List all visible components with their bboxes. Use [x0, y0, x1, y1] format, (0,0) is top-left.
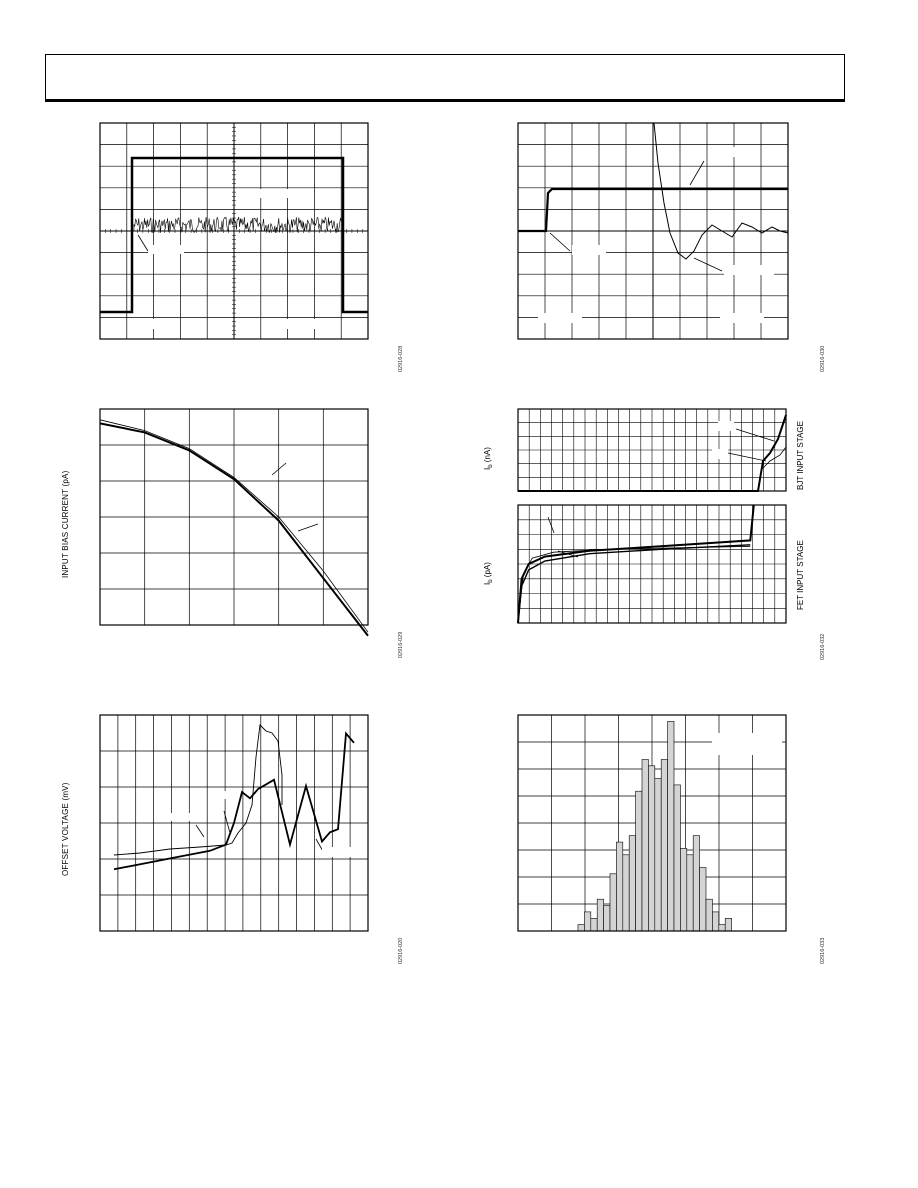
histogram-bar: [725, 918, 731, 931]
page-header-frame: [45, 54, 845, 102]
histogram-bar: [636, 791, 642, 931]
label-mask: [148, 245, 184, 254]
annotation-arrow: [550, 233, 570, 251]
histogram-bar: [674, 785, 680, 931]
histogram-bar: [706, 899, 712, 931]
annotation-arrow: [196, 825, 204, 837]
figure-4-fet-stage: [518, 505, 786, 623]
histogram-bar: [610, 874, 616, 931]
histogram-bar: [584, 912, 590, 931]
annotation-arrow: [548, 517, 554, 533]
figure-6-histogram: [518, 715, 786, 931]
figure-4-bottom-ylabel: $I_b$ (pA): [483, 562, 494, 585]
label-mask: [140, 319, 180, 329]
legend-mask: [712, 733, 782, 755]
histogram-bar: [687, 855, 693, 931]
histogram-bar: [604, 906, 610, 931]
offset-trace-b: [114, 734, 354, 870]
figure-5-ylabel: OFFSET VOLTAGE (mV): [61, 782, 70, 876]
fet-current-curve-c: [518, 546, 750, 623]
figure-4-top-ylabel: $I_b$ (nA): [483, 447, 494, 470]
histogram-bar: [616, 842, 622, 931]
histogram-bar: [661, 760, 667, 932]
histogram-bar: [591, 918, 597, 931]
histogram-bar: [578, 925, 584, 931]
annotation-arrow: [138, 235, 148, 251]
histogram-bar: [680, 848, 686, 931]
label-mask: [250, 189, 298, 198]
figure-2-code: 02916-030: [820, 345, 826, 372]
histogram-bars: [578, 721, 732, 931]
figure-4-stage-bottom-label: FET INPUT STAGE: [796, 540, 805, 610]
figure-3-ylabel: INPUT BIAS CURRENT (pA): [61, 470, 70, 578]
figure-3-code: 02916-029: [398, 631, 404, 658]
figure-6-code: 02916-033: [820, 937, 826, 964]
figure-1-code: 02916-028: [398, 345, 404, 372]
figure-1-scope-pulse: [100, 123, 368, 339]
figure-2-scope-settling: [518, 123, 788, 339]
figure-3-bias-current: [100, 409, 368, 625]
histogram-bar: [655, 779, 661, 932]
histogram-bar: [642, 760, 648, 932]
histogram-bar: [648, 766, 654, 931]
figure-5-offset-voltage: [100, 715, 368, 931]
histogram-bar: [629, 836, 635, 931]
figure-4-code: 02916-032: [820, 633, 826, 660]
annotation-arrow: [298, 524, 318, 531]
label-mask: [280, 319, 320, 329]
noise-trace: [134, 217, 343, 233]
histogram-bar: [668, 721, 674, 931]
annotation-arrow: [728, 453, 766, 461]
figure-4-stage-top-label: BJT INPUT STAGE: [796, 421, 805, 490]
histogram-bar: [693, 836, 699, 931]
annotation-arrow: [690, 161, 704, 185]
figure-5-code: 02916-020: [398, 937, 404, 964]
histogram-bar: [623, 855, 629, 931]
annotation-arrow: [736, 429, 774, 441]
figure-4-bjt-stage: [518, 409, 786, 491]
annotation-arrow: [694, 258, 722, 271]
histogram-bar: [719, 925, 725, 931]
ringing-trace: [654, 123, 788, 259]
histogram-bar: [700, 868, 706, 932]
histogram-bar: [712, 912, 718, 931]
histogram-bar: [597, 899, 603, 931]
